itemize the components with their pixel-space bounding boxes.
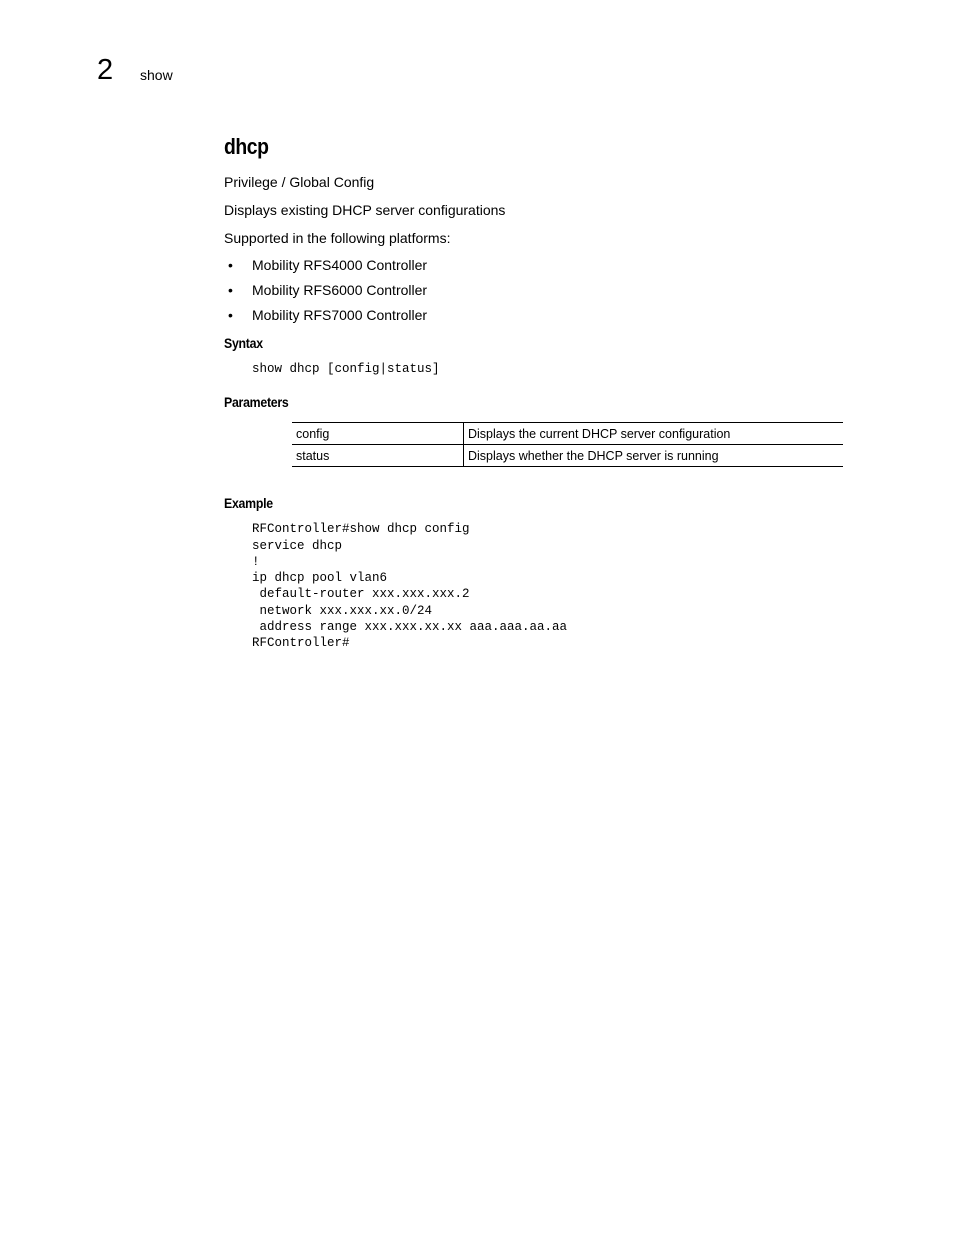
parameter-description: Displays the current DHCP server configuration: [464, 423, 844, 445]
code-line: default-router xxx.xxx.xxx.2: [252, 587, 470, 602]
syntax-heading: Syntax: [224, 335, 263, 351]
example-heading: Example: [224, 495, 273, 512]
code-line: RFController#: [252, 636, 350, 651]
parameter-description: Displays whether the DHCP server is running: [464, 445, 844, 467]
syntax-code: show dhcp [config|status]: [252, 362, 440, 376]
code-line: RFController#show dhcp config: [252, 522, 470, 537]
list-item: [224, 256, 844, 274]
table-row: [292, 445, 843, 467]
platform-name: Mobility RFS4000 Controller: [252, 257, 428, 273]
list-item: [224, 306, 844, 324]
list-item: [224, 281, 844, 299]
parameter-name: status: [292, 445, 464, 467]
parameter-name: config: [292, 423, 464, 445]
platform-list: [224, 256, 844, 324]
code-line: service dhcp: [252, 538, 343, 553]
bullet-icon: •: [228, 257, 233, 273]
chapter-name: show: [140, 67, 173, 83]
parameters-heading: Parameters: [224, 394, 289, 411]
code-line: address range xxx.xxx.xx.xx aaa.aaa.aa.aa: [252, 620, 568, 635]
parameters-table: [292, 422, 843, 467]
supported-intro: Supported in the following platforms:: [224, 230, 451, 246]
table-row: [292, 423, 843, 445]
code-line: ip dhcp pool vlan6: [252, 571, 388, 586]
command-mode: Privilege / Global Config: [224, 174, 375, 190]
code-line: network xxx.xxx.xx.0/24: [252, 603, 433, 618]
bullet-icon: •: [228, 307, 233, 323]
main-content: [224, 130, 844, 652]
command-description: Displays existing DHCP server configurations: [224, 202, 506, 218]
chapter-number: 2: [97, 54, 114, 86]
example-code-block: [224, 521, 844, 651]
platform-name: Mobility RFS6000 Controller: [252, 282, 428, 298]
platform-name: Mobility RFS7000 Controller: [252, 307, 428, 323]
bullet-icon: •: [228, 282, 233, 298]
command-title: dhcp: [224, 134, 269, 159]
code-line: !: [252, 554, 260, 569]
